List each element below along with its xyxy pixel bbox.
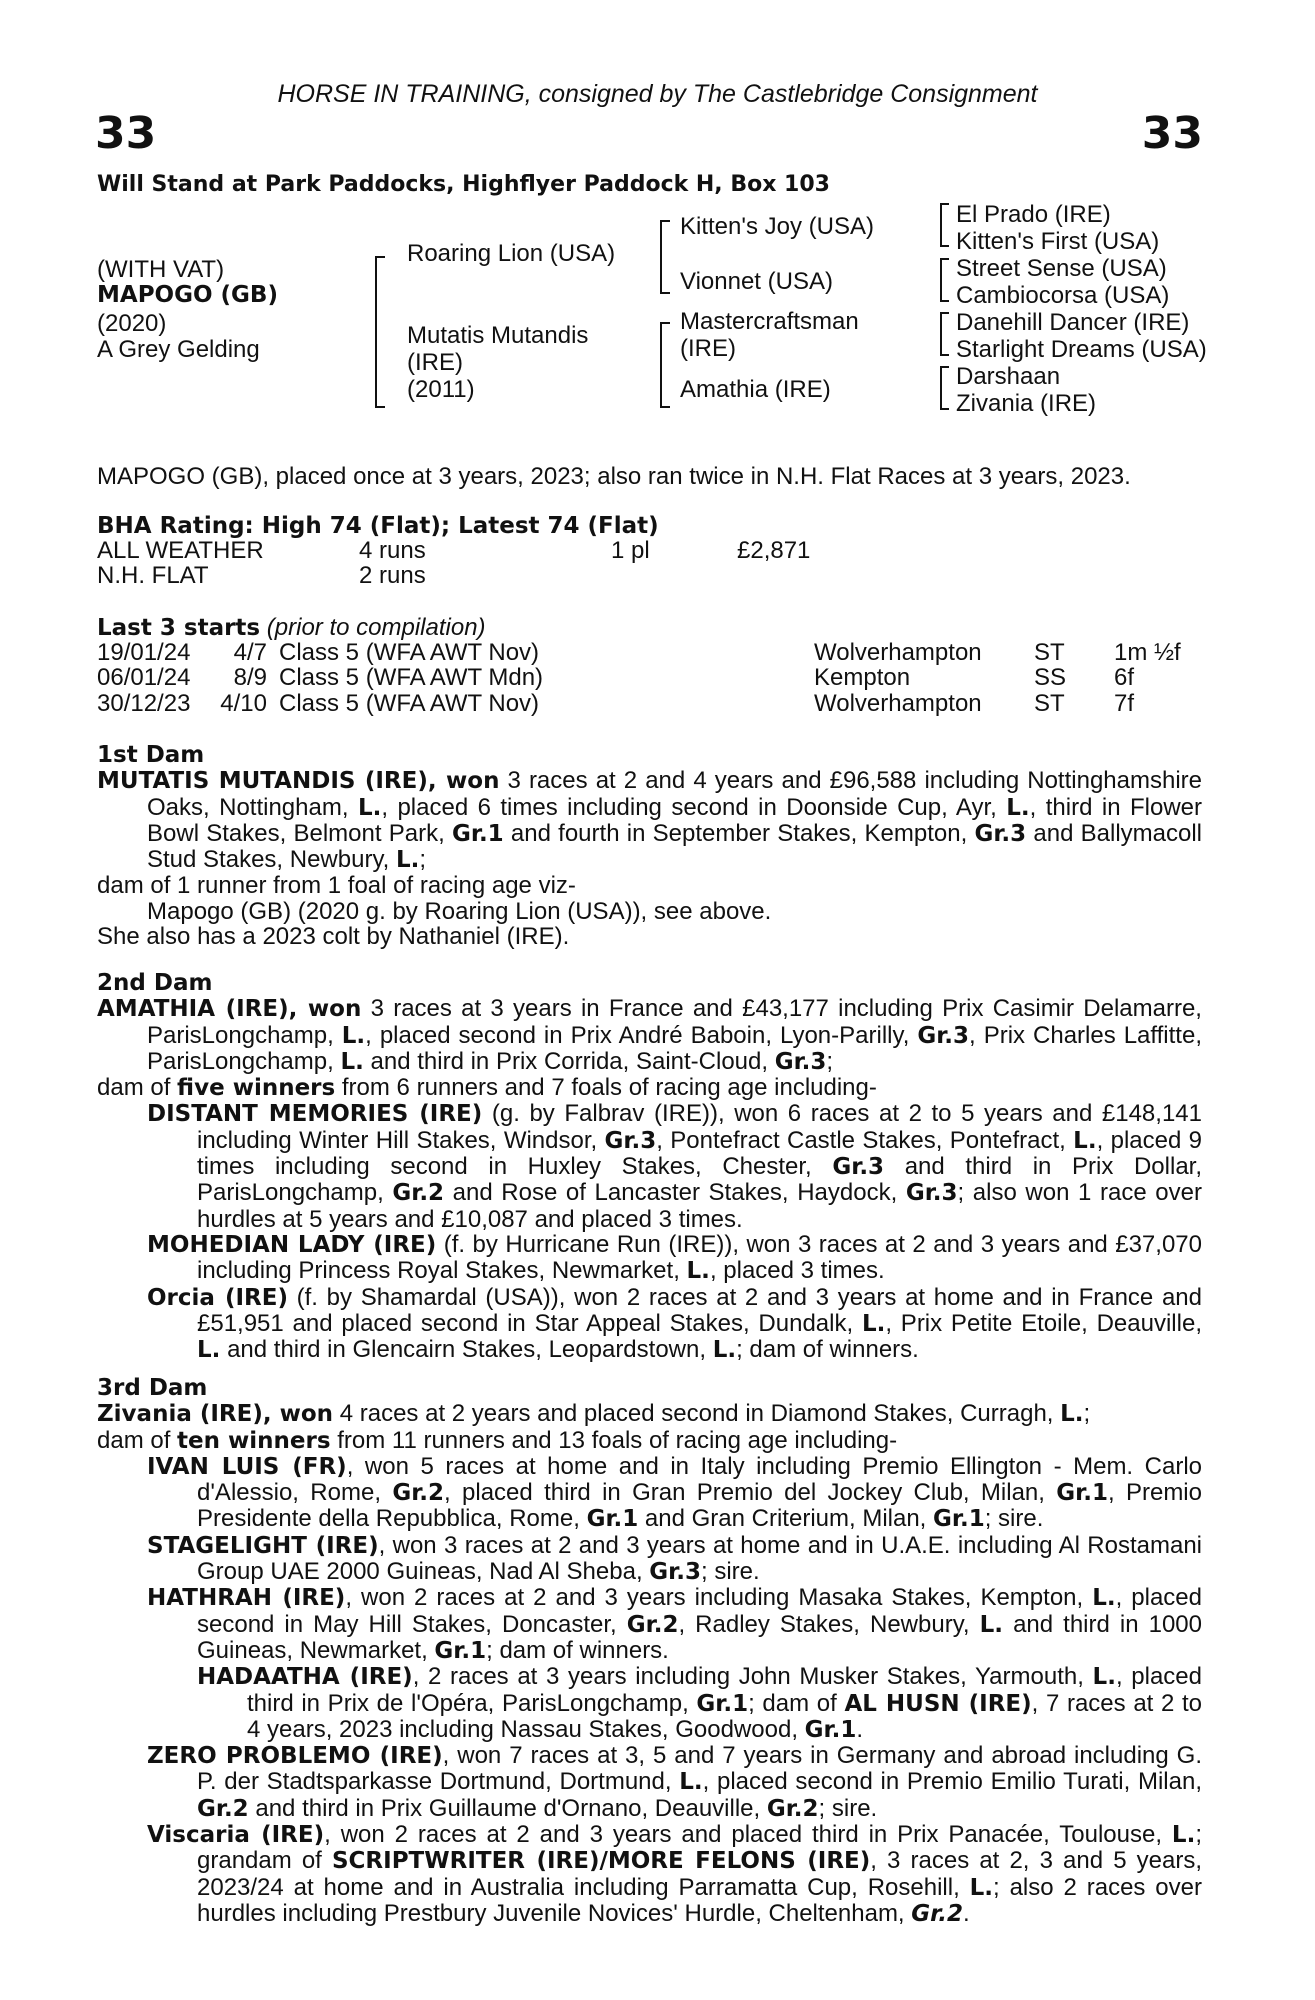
produce-name: HADAATHA (IRE) [197, 1664, 413, 1691]
text-run: (f. by Shamardal (USA)), won 2 races at 2 and 3 years at home and in France and £51,951 and placed second in Star Appeal Stakes, Dundalk, [197, 1283, 1202, 1337]
pedigree-gg-2: Kitten's First (USA) [956, 228, 1160, 255]
pedigree-bracket-g2 [940, 258, 949, 302]
text-run: and third in Prix Corrida, Saint-Cloud, [363, 1047, 775, 1075]
text-run: and Ballymacoll Stud Stakes, Newbury, [147, 819, 1203, 874]
grade-gr3: Gr.3 [774, 1048, 827, 1075]
grade-listed: L. [197, 1337, 221, 1364]
grade-gr2: Gr.2 [392, 1480, 445, 1507]
start-date: 06/01/24 [97, 664, 191, 692]
text-run: , won 2 races at 2 and 3 years including Masaka Stakes, Kempton, [345, 1584, 1093, 1612]
start-position: 4/10 [220, 689, 267, 717]
text-run: . [962, 1899, 970, 1927]
grade-gr1: Gr.1 [452, 820, 504, 847]
produce-name: Orcia (IRE) [147, 1284, 288, 1311]
rating-row [97, 563, 810, 588]
text-run: ; also 2 races over hurdles including Prestbury Juvenile Novices' Hurdle, Cheltenham, [197, 1873, 1202, 1927]
pedigree-dam-line2: (IRE) [407, 349, 463, 376]
first-dam-heading: 1st Dam [97, 742, 205, 768]
start-distance: 1m ½f [1114, 639, 1181, 666]
pedigree-bracket-g1 [940, 203, 949, 247]
start-going: ST [1034, 689, 1065, 717]
first-dam-name: MUTATIS MUTANDIS (IRE) [97, 768, 428, 795]
third-dam-record: Zivania (IRE), won 4 races at 2 years and placed second in Diamond Stakes, Curragh, L.; [97, 1400, 1091, 1428]
pedigree-bracket-g3 [940, 312, 949, 356]
text-run: , placed second in May Hill Stakes, Doncaster, [197, 1584, 1202, 1638]
pedigree-gg-5: Danehill Dancer (IRE) [956, 309, 1190, 336]
pedigree-dam-line1: Mutatis Mutandis [407, 322, 589, 349]
text-run: , third in Flower Bowl Stakes, Belmont Park, [147, 793, 1202, 847]
grade-gr3: Gr.3 [917, 1022, 970, 1049]
grade-listed: L. [341, 1022, 366, 1049]
grade-listed: L. [686, 1258, 710, 1285]
start-position: 4/7 [233, 639, 267, 666]
winners-count: five winners [177, 1075, 336, 1102]
third-dam-name: Zivania (IRE) [97, 1401, 263, 1428]
race-summary: MAPOGO (GB), placed once at 3 years, 2023; also ran twice in N.H. Flat Races at 3 years, 2023. [97, 463, 1131, 490]
produce-name: MOHEDIAN LADY (IRE) [147, 1231, 437, 1258]
second-dam-record: AMATHIA (IRE), won 3 races at 3 years in France and £43,177 including Prix Casimir Delamarre, ParisLongchamp, L., placed second in Prix André Baboin, Lyon-Parilly, Gr.3, Prix Charles Laffitte, ParisLongchamp, L. and third in Prix Corrida, Saint-Cloud, Gr.3; [97, 995, 1202, 1075]
text-run: 4 races at 2 years and placed second in Diamond Stakes, Curragh, [333, 1400, 1061, 1428]
produce-entry [97, 1454, 1202, 1533]
last-starts-heading: Last 3 starts [97, 615, 261, 641]
grade-listed: L. [1060, 1401, 1084, 1428]
text-run: ; sire. [984, 1505, 1044, 1533]
text-run: and third in Prix Dollar, ParisLongchamp, [197, 1153, 1203, 1207]
text-run: 3 races at 2 and 4 years and £96,588 including Nottinghamshire Oaks, Nottingham, [147, 767, 1203, 821]
text-run: and fourth in September Stakes, Kempton, [503, 819, 975, 847]
text-run: , placed 3 times. [709, 1257, 885, 1285]
text-run: ; dam of winners. [486, 1636, 669, 1664]
start-distance: 6f [1114, 664, 1135, 692]
text-run: from 6 runners and 7 foals of racing age including- [335, 1074, 877, 1102]
grade-gr1: Gr.1 [804, 1716, 857, 1743]
start-date: 19/01/24 [97, 639, 191, 666]
text-run: , won 3 races at 2 and 3 years at home and in U.A.E. including Al Rostamani Group UAE 2000 Guineas, Nad Al Sheba, [197, 1531, 1202, 1586]
text-run: ; also won 1 race over hurdles at 5 years and £10,087 and placed 3 times. [197, 1179, 1202, 1233]
bha-rating-heading: BHA Rating: High 74 (Flat); Latest 74 (Flat) [97, 513, 659, 539]
text-run: , won 5 races at home and in Italy including Premio Ellington - Mem. Carlo d'Alessio, Rome, [197, 1452, 1202, 1507]
start-course: Wolverhampton [814, 639, 982, 666]
rating-type: N.H. FLAT [97, 562, 209, 590]
text-run: and Rose of Lancaster Stakes, Haydock, [444, 1179, 906, 1207]
pedigree-dam-sire-line1: Mastercraftsman [680, 308, 859, 335]
second-dam-heading: 2nd Dam [97, 970, 213, 996]
pedigree-bracket-dam [660, 322, 670, 408]
pedigree-bracket-g4 [940, 366, 949, 410]
grade-listed: L. [1092, 1585, 1116, 1612]
start-course: Wolverhampton [814, 689, 982, 717]
second-dam-name: AMATHIA (IRE) [97, 996, 289, 1023]
text-run: , placed 9 times including second in Huxley Stakes, Chester, [197, 1126, 1203, 1181]
produce-entry [97, 1822, 1202, 1927]
grade-listed: L. [712, 1337, 737, 1364]
last-starts-heading-line [97, 614, 486, 642]
grade-listed: L. [1006, 794, 1030, 821]
grade-gr2: Gr.2 [766, 1795, 819, 1822]
grade-listed: L. [396, 847, 420, 874]
text-run: ; [826, 1047, 834, 1075]
text-run: dam of [97, 1426, 178, 1454]
grade-gr1: Gr.1 [434, 1637, 487, 1664]
third-dam-won: won [279, 1401, 334, 1428]
produce-name: IVAN LUIS (FR) [147, 1453, 347, 1480]
lot-number-left: 33 [95, 108, 157, 159]
produce-entry [97, 1232, 1202, 1285]
winners-count: ten winners [177, 1427, 331, 1454]
vat-note: (WITH VAT) [97, 256, 225, 283]
start-date: 30/12/23 [97, 689, 191, 717]
text-run: ; dam of [748, 1689, 845, 1717]
start-going: ST [1034, 639, 1065, 666]
start-race: Class 5 (WFA AWT Nov) [279, 639, 540, 666]
text-run: (f. by Hurricane Run (IRE)), won 3 races at 2 and 3 years and £37,070 including Princess Royal Stakes, Newmarket, [197, 1230, 1202, 1285]
text-run: , placed 6 times including second in Doonside Cup, Ayr, [381, 793, 1007, 821]
third-dam-section [97, 1375, 1202, 1927]
text-run: , won 2 races at 2 and 3 years and placed third in Prix Panacée, Toulouse, [324, 1821, 1172, 1849]
grade-listed: L. [861, 1310, 886, 1337]
text-run: ; [419, 846, 427, 874]
start-position: 8/9 [233, 664, 267, 692]
table-row [97, 691, 1181, 716]
grade-listed: L. [679, 1769, 703, 1796]
text-run: ; sire. [818, 1794, 878, 1822]
horse-year: (2020) [97, 310, 167, 337]
text-run: , 3 races at 2, 3 and 5 years, 2023/24 at home and in Australia including Parramatta Cup, Rosehill, [197, 1847, 1203, 1901]
lot-number-right: 33 [1141, 108, 1203, 159]
rating-placed: 1 pl [611, 537, 650, 564]
text-run: and third in Prix Guillaume d'Ornano, Deauville, [248, 1794, 767, 1822]
grade-gr1: Gr.1 [696, 1690, 749, 1717]
pedigree-gg-4: Cambiocorsa (USA) [956, 282, 1170, 309]
produce-entry [97, 1533, 1202, 1586]
grade-listed: L. [1073, 1127, 1097, 1154]
grade-listed: L. [1171, 1822, 1196, 1849]
stand-location: Will Stand at Park Paddocks, Highflyer Paddock H, Box 103 [97, 172, 830, 197]
start-race: Class 5 (WFA AWT Nov) [279, 689, 540, 717]
text-run: , placed second in Premio Emilio Turati, Milan, [702, 1768, 1202, 1796]
pedigree-dam-sire-line2: (IRE) [680, 335, 736, 362]
first-dam-won: won [446, 768, 500, 795]
first-dam-record: MUTATIS MUTANDIS (IRE), won 3 races at 2 and 4 years and £96,588 including Nottinghamshire Oaks, Nottingham, L., placed 6 times including second in Doonside Cup, Ayr, L., third in Flower Bowl Stakes, Belmont Park, Gr.1 and fourth in September Stakes, Kempton, Gr.3 and Ballymacoll Stud Stakes, Newbury, L.; [97, 767, 1203, 874]
start-going: SS [1034, 664, 1067, 692]
text-run: ; sire. [700, 1558, 760, 1586]
pedigree-sire-sire: Kitten's Joy (USA) [680, 213, 874, 240]
rating-placed [611, 563, 737, 588]
text-run: , Pontefract Castle Stakes, Pontefract, [656, 1126, 1074, 1154]
grade-listed: L. [340, 1048, 364, 1075]
pedigree-bracket-sire [660, 220, 670, 294]
third-dam-heading: 3rd Dam [97, 1375, 208, 1401]
rating-runs: 2 runs [359, 562, 426, 590]
start-course: Kempton [814, 664, 911, 692]
start-distance: 7f [1114, 689, 1135, 717]
text-run: and Gran Criterium, Milan, [638, 1505, 934, 1533]
produce-entry [97, 1743, 1202, 1822]
text-run: , 7 races at 2 to 4 years, 2023 including Nassau Stakes, Goodwood, [247, 1689, 1203, 1743]
produce-entry [97, 1101, 1202, 1231]
second-dam-produce-intro [97, 1075, 1202, 1101]
pedigree-sire-dam: Vionnet (USA) [680, 268, 833, 295]
produce-name: HATHRAH (IRE) [147, 1585, 346, 1612]
horse-name: MAPOGO (GB) [97, 282, 278, 308]
rating-table [97, 538, 810, 589]
grade-gr3: Gr.3 [974, 820, 1027, 847]
last-starts-table [97, 640, 1181, 716]
grade-gr1: Gr.1 [586, 1506, 639, 1533]
text-run: ; grandam of [197, 1821, 1202, 1875]
grade-gr3: Gr.3 [649, 1559, 701, 1586]
grade-listed: L. [1092, 1664, 1116, 1691]
text-run: , Prix Petite Etoile, Deauville, [885, 1309, 1202, 1337]
text-run: and third in Glencairn Stakes, Leopardstown, [220, 1336, 713, 1364]
produce-name: ZERO PROBLEMO (IRE) [147, 1743, 443, 1770]
first-dam-section [97, 742, 1202, 949]
produce-name: DISTANT MEMORIES (IRE) [147, 1101, 483, 1128]
grade-listed: L. [979, 1611, 1004, 1638]
grade-gr2: Gr.2 [392, 1180, 445, 1207]
pedigree-gg-3: Street Sense (USA) [956, 255, 1167, 282]
pedigree-gg-1: El Prado (IRE) [956, 201, 1111, 228]
text-run: dam of [97, 1074, 178, 1102]
pedigree-dam-dam: Amathia (IRE) [680, 376, 831, 403]
grade-gr3: Gr.3 [832, 1154, 885, 1181]
grade-gr2: Gr.2 [626, 1611, 679, 1638]
grade-gr2: Gr.2 [197, 1795, 249, 1822]
rating-prize [737, 563, 810, 588]
pedigree-bracket-main [375, 256, 385, 408]
rating-row [97, 538, 810, 563]
text-run: , Radley Stakes, Newbury, [678, 1610, 980, 1638]
table-row [97, 640, 1181, 665]
grade-listed: L. [357, 794, 382, 821]
rating-type: ALL WEATHER [97, 537, 264, 564]
produce-name: STAGELIGHT (IRE) [147, 1532, 379, 1559]
text-run: and third in 1000 Guineas, Newmarket, [197, 1610, 1202, 1664]
produce-entry-granddaughter [97, 1664, 1202, 1743]
page-header-title: HORSE IN TRAINING, consigned by The Castlebridge Consignment [277, 80, 1038, 108]
produce-name: SCRIPTWRITER (IRE)/MORE FELONS (IRE) [331, 1848, 871, 1875]
text-run: , placed third in Gran Premio del Jockey Club, Milan, [444, 1479, 1057, 1507]
text-run: , Premio Presidente della Repubblica, Rome, [197, 1479, 1202, 1533]
last-starts-note: (prior to compilation) [266, 614, 486, 641]
grade-gr3: Gr.3 [905, 1180, 958, 1207]
text-run: ; dam of winners. [736, 1336, 919, 1364]
first-dam-also: She also has a 2023 colt by Nathaniel (IRE). [97, 923, 570, 951]
grade-gr3: Gr.3 [604, 1127, 657, 1154]
rating-runs: 4 runs [359, 537, 426, 564]
produce-entry [97, 1285, 1202, 1364]
text-run: , Prix Charles Laffitte, ParisLongchamp, [147, 1021, 1202, 1075]
text-run: . [856, 1715, 864, 1743]
horse-description: A Grey Gelding [97, 336, 260, 363]
text-run: , placed second in Prix André Baboin, Lyon-Parilly, [365, 1021, 918, 1049]
text-run: (g. by Falbrav (IRE)), won 6 races at 2 to 5 years and £148,141 including Winter Hill Stakes, Windsor, [197, 1100, 1202, 1154]
produce-name: AL HUSN (IRE) [844, 1690, 1032, 1717]
first-dam-produce: Mapogo (GB) (2020 g. by Roaring Lion (USA)), see above. [147, 897, 772, 925]
grade-listed: L. [969, 1874, 994, 1901]
pedigree-gg-8: Zivania (IRE) [956, 390, 1097, 417]
pedigree-sire: Roaring Lion (USA) [407, 240, 616, 267]
rating-prize: £2,871 [737, 537, 811, 564]
second-dam-section [97, 970, 1202, 1363]
text-run: , placed third in Prix de l'Opéra, ParisLongchamp, [247, 1663, 1202, 1717]
text-run: 3 races at 3 years in France and £43,177 including Prix Casimir Delamarre, ParisLongchamp, [147, 995, 1202, 1049]
table-row [97, 665, 1181, 690]
first-dam-produce-intro: dam of 1 runner from 1 foal of racing age viz- [97, 872, 576, 900]
pedigree-gg-6: Starlight Dreams (USA) [956, 336, 1207, 363]
text-run: , won 7 races at 3, 5 and 7 years in Germany and abroad including G. P. der Stadtsparkasse Dortmund, Dortmund, [197, 1742, 1202, 1796]
third-dam-produce-intro [97, 1428, 1202, 1454]
text-run: ; [1083, 1400, 1091, 1428]
pedigree-dam-line3: (2011) [407, 376, 475, 403]
produce-entry [97, 1585, 1202, 1664]
text-run: , 2 races at 3 years including John Musker Stakes, Yarmouth, [412, 1663, 1093, 1691]
grade-gr1: Gr.1 [933, 1506, 985, 1533]
produce-name: Viscaria (IRE) [147, 1822, 325, 1849]
grade-gr1: Gr.1 [1056, 1480, 1108, 1507]
pedigree-gg-7: Darshaan [956, 363, 1061, 390]
second-dam-won: won [307, 996, 362, 1023]
grade-gr2: Gr.2 [911, 1900, 963, 1927]
text-run: from 11 runners and 13 foals of racing age including- [330, 1426, 898, 1454]
start-race: Class 5 (WFA AWT Mdn) [279, 664, 544, 692]
